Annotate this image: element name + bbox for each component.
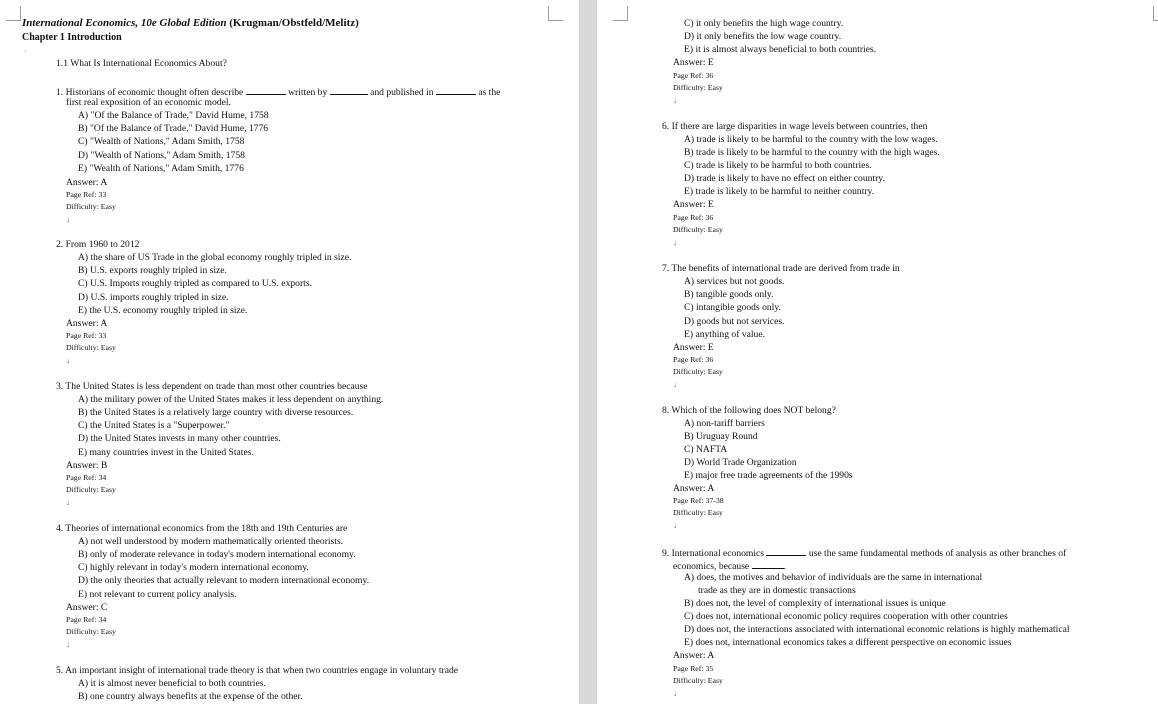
page-ref: Page Ref: 34 <box>66 615 107 624</box>
page-ref: Page Ref: 37-38 <box>673 496 724 505</box>
paragraph-mark: ↓ <box>66 498 70 507</box>
difficulty: Difficulty: Easy <box>66 485 116 494</box>
difficulty: Difficulty: Easy <box>66 202 116 211</box>
option: C) trade is likely to be harmful to both countries. <box>684 160 872 171</box>
right-page <box>597 0 1158 704</box>
option: A) "Of the Balance of Trade," David Hume, 1758 <box>78 110 269 121</box>
book-title: International Economics, 10e Global Edition (Krugman/Obstfeld/Melitz) <box>22 17 359 29</box>
question-8-stem: 8. Which of the following does NOT belong? <box>662 405 836 416</box>
answer: Answer: E <box>673 199 714 210</box>
option: E) it is almost always beneficial to both countries. <box>684 44 877 55</box>
page-ref: Page Ref: 36 <box>673 355 714 364</box>
paragraph-mark: ↓ <box>66 215 70 224</box>
page-ref: Page Ref: 35 <box>673 664 714 673</box>
difficulty: Difficulty: Easy <box>673 225 723 234</box>
option: D) goods but not services. <box>684 316 785 327</box>
option: B) U.S. exports roughly tripled in size. <box>78 265 227 276</box>
option: B) the United States is a relatively large country with diverse resources. <box>78 407 354 418</box>
question-4-stem: 4. Theories of international economics from the 18th and 19th Centuries are <box>56 523 348 534</box>
option: B) tangible goods only. <box>684 289 774 300</box>
difficulty: Difficulty: Easy <box>673 676 723 685</box>
option: A) does, the motives and behavior of individuals are the same in international <box>684 572 983 583</box>
option-cont: trade as they are in domestic transactions <box>698 585 856 596</box>
option: D) it only benefits the low wage country. <box>684 31 842 42</box>
option: C) intangible goods only. <box>684 302 781 313</box>
option: E) "Wealth of Nations," Adam Smith, 1776 <box>78 163 244 174</box>
option: D) does not, the interactions associated with international economic relations is highly mathematical <box>684 624 1070 635</box>
option: A) non-tariff barriers <box>684 418 765 429</box>
question-6-stem: 6. If there are large disparities in wage levels between countries, then <box>662 121 928 132</box>
page-ref: Page Ref: 34 <box>66 473 107 482</box>
page-gutter <box>579 0 597 704</box>
difficulty: Difficulty: Easy <box>673 508 723 517</box>
option: C) it only benefits the high wage country. <box>684 18 844 29</box>
option: A) the military power of the United States makes it less dependent on anything. <box>78 394 384 405</box>
option: D) World Trade Organization <box>684 457 797 468</box>
option: C) U.S. Imports roughly tripled as compared to U.S. exports. <box>78 278 312 289</box>
answer: Answer: A <box>66 318 108 329</box>
difficulty: Difficulty: Easy <box>673 367 723 376</box>
option: E) the U.S. economy roughly tripled in size. <box>78 305 248 316</box>
option: A) trade is likely to be harmful to the country with the low wages. <box>684 134 938 145</box>
option: D) the United States invests in many other countries. <box>78 433 281 444</box>
paragraph-mark: ↓ <box>673 521 677 530</box>
option: B) Uruguay Round <box>684 431 758 442</box>
crop-mark <box>613 6 628 21</box>
option: D) the only theories that actually relevant to modern international economy. <box>78 575 370 586</box>
crop-mark <box>6 6 21 21</box>
option: C) the United States is a "Superpower." <box>78 420 230 431</box>
option: E) does not, international economics takes a different perspective on economic issues <box>684 637 1012 648</box>
answer: Answer: C <box>66 602 108 613</box>
answer: Answer: A <box>66 177 108 188</box>
chapter-title: Chapter 1 Introduction <box>22 32 122 43</box>
space-mark: · <box>24 47 27 56</box>
crop-mark <box>548 6 563 21</box>
option: B) "Of the Balance of Trade," David Hume, 1776 <box>78 123 269 134</box>
option: B) trade is likely to be harmful to the country with the high wages. <box>684 147 940 158</box>
answer: Answer: E <box>673 342 714 353</box>
page-ref: Page Ref: 36 <box>673 71 714 80</box>
question-3-stem: 3. The United States is less dependent on trade than most other countries because <box>56 381 368 392</box>
option: A) the share of US Trade in the global economy roughly tripled in size. <box>78 252 352 263</box>
option: E) not relevant to current policy analysis. <box>78 589 237 600</box>
option: C) NAFTA <box>684 444 728 455</box>
option: A) it is almost never beneficial to both countries. <box>78 678 266 689</box>
question-5-stem: 5. An important insight of international trade theory is that when two countries engage in voluntary trade <box>56 665 459 676</box>
question-1-stem: 1. Historians of economic thought often describe written by and published in as the <box>56 87 501 98</box>
page-ref: Page Ref: 33 <box>66 190 107 199</box>
page-ref: Page Ref: 36 <box>673 213 714 222</box>
difficulty: Difficulty: Easy <box>673 83 723 92</box>
question-9-stem-cont: economics, because . <box>673 561 786 572</box>
paragraph-mark: ↓ <box>673 238 677 247</box>
difficulty: Difficulty: Easy <box>66 627 116 636</box>
option: C) does not, international economic policy requires cooperation with other countries <box>684 611 1008 622</box>
paragraph-mark: ↓ <box>66 356 70 365</box>
option: C) "Wealth of Nations," Adam Smith, 1758 <box>78 136 245 147</box>
option: C) highly relevant in today's modern international economy. <box>78 562 309 573</box>
option: B) one country always benefits at the expense of the other. <box>78 691 303 702</box>
question-1-stem-cont: first real exposition of an economic model. <box>66 97 231 108</box>
difficulty: Difficulty: Easy <box>66 343 116 352</box>
paragraph-mark: ↓ <box>66 640 70 649</box>
answer: Answer: E <box>673 57 714 68</box>
paragraph-mark: ↓ <box>673 96 677 105</box>
option: D) trade is likely to have no effect on either country. <box>684 173 885 184</box>
option: A) services but not goods. <box>684 276 785 287</box>
answer: Answer: A <box>673 650 715 661</box>
question-9-stem: 9. International economics use the same fundamental methods of analysis as other branches of <box>662 548 1067 559</box>
section-heading: 1.1 What Is International Economics About? <box>56 58 227 69</box>
option: E) major free trade agreements of the 1990s <box>684 470 853 481</box>
answer: Answer: A <box>673 483 715 494</box>
option: E) many countries invest in the United States. <box>78 447 254 458</box>
paragraph-mark: ↓ <box>673 380 677 389</box>
question-7-stem: 7. The benefits of international trade are derived from trade in <box>662 263 900 274</box>
option: D) "Wealth of Nations," Adam Smith, 1758 <box>78 150 245 161</box>
question-2-stem: 2. From 1960 to 2012 <box>56 239 140 250</box>
answer: Answer: B <box>66 460 108 471</box>
crop-mark <box>1153 6 1158 21</box>
option: E) anything of value. <box>684 329 765 340</box>
option: D) U.S. imports roughly tripled in size. <box>78 292 229 303</box>
option: B) only of moderate relevance in today's modern international economy. <box>78 549 356 560</box>
paragraph-mark: ↓ <box>673 689 677 698</box>
option: E) trade is likely to be harmful to neither country. <box>684 186 875 197</box>
option: B) does not, the level of complexity of international issues is unique <box>684 598 946 609</box>
option: A) not well understood by modern mathematically oriented theorists. <box>78 536 344 547</box>
page-ref: Page Ref: 33 <box>66 331 107 340</box>
